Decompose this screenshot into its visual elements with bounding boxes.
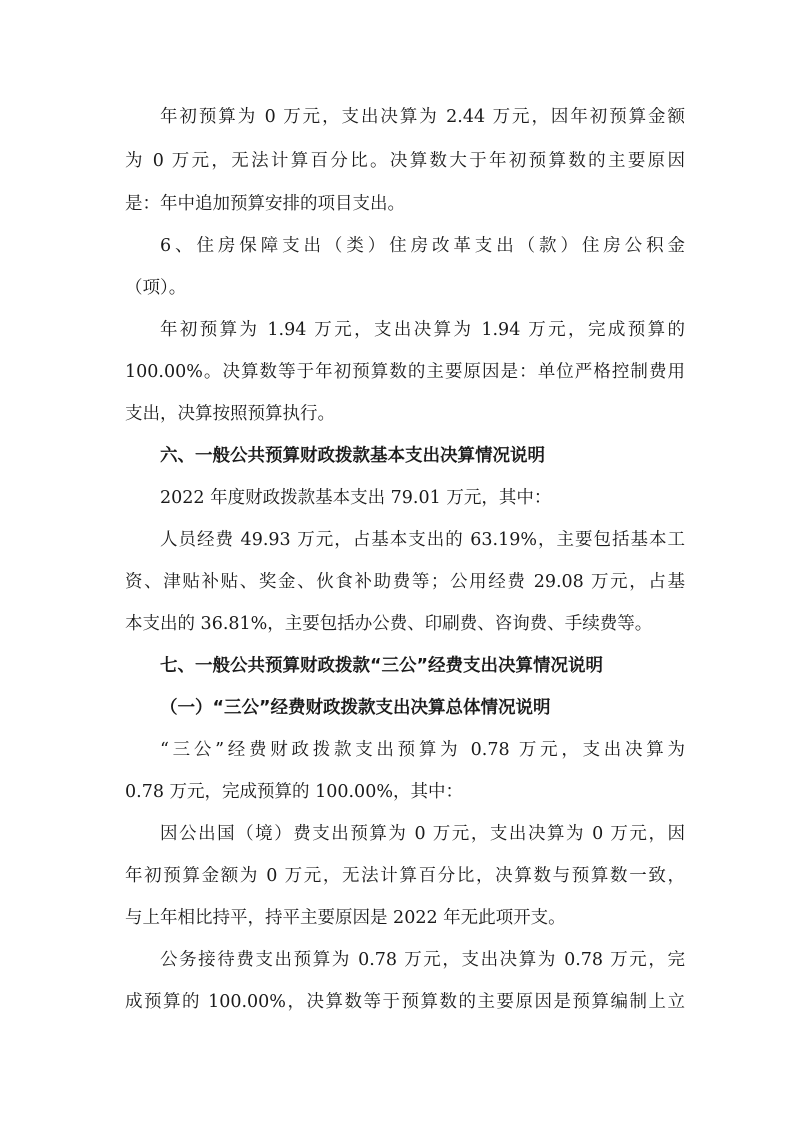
paragraph-line: “三公”经费财政拨款支出预算为 0.78 万元，支出决算为 [160,740,685,760]
paragraph-line: 为 0 万元，无法计算百分比。决算数大于年初预算数的主要原因 [125,151,685,171]
paragraph-line: 因公出国（境）费支出预算为 0 万元，支出决算为 0 万元，因 [160,824,685,844]
paragraph-line: 公务接待费支出预算为 0.78 万元，支出决算为 0.78 万元，完 [160,950,685,970]
section-heading-6: 六、一般公共预算财政拨款基本支出决算情况说明 [160,446,545,466]
paragraph-line: 资、津贴补贴、奖金、伙食补助费等；公用经费 29.08 万元，占基 [125,572,685,592]
section-item-title: 6、住房保障支出（类）住房改革支出（款）住房公积金 [160,236,685,256]
paragraph-line: 年初预算为 1.94 万元，支出决算为 1.94 万元，完成预算的 [160,320,685,340]
paragraph-line: 100.00%。决算数等于年初预算数的主要原因是：单位严格控制费用 [125,362,685,382]
paragraph-line: 人员经费 49.93 万元，占基本支出的 63.19%，主要包括基本工 [160,530,685,550]
subsection-heading-1: （一）“三公”经费财政拨款支出决算总体情况说明 [160,698,551,718]
paragraph-line: 年初预算金额为 0 万元，无法计算百分比，决算数与预算数一致， [125,866,685,886]
paragraph-line: 0.78 万元，完成预算的 100.00%，其中： [125,782,463,802]
paragraph-line: 2022 年度财政拨款基本支出 79.01 万元，其中： [160,488,552,508]
paragraph-line: 是：年中追加预算安排的项目支出。 [125,194,405,214]
paragraph-line: 支出，决算按照预算执行。 [125,404,335,424]
paragraph-line: 成预算的 100.00%，决算数等于预算数的主要原因是预算编制上立 [125,992,685,1012]
section-heading-7: 七、一般公共预算财政拨款“三公”经费支出决算情况说明 [160,656,604,676]
paragraph-line: 年初预算为 0 万元，支出决算为 2.44 万元，因年初预算金额 [160,107,685,127]
paragraph-line: 本支出的 36.81%，主要包括办公费、印刷费、咨询费、手续费等。 [125,614,653,634]
section-item-title: （项）。 [125,278,187,298]
paragraph-line: 与上年相比持平，持平主要原因是 2022 年无此项开支。 [125,908,566,928]
